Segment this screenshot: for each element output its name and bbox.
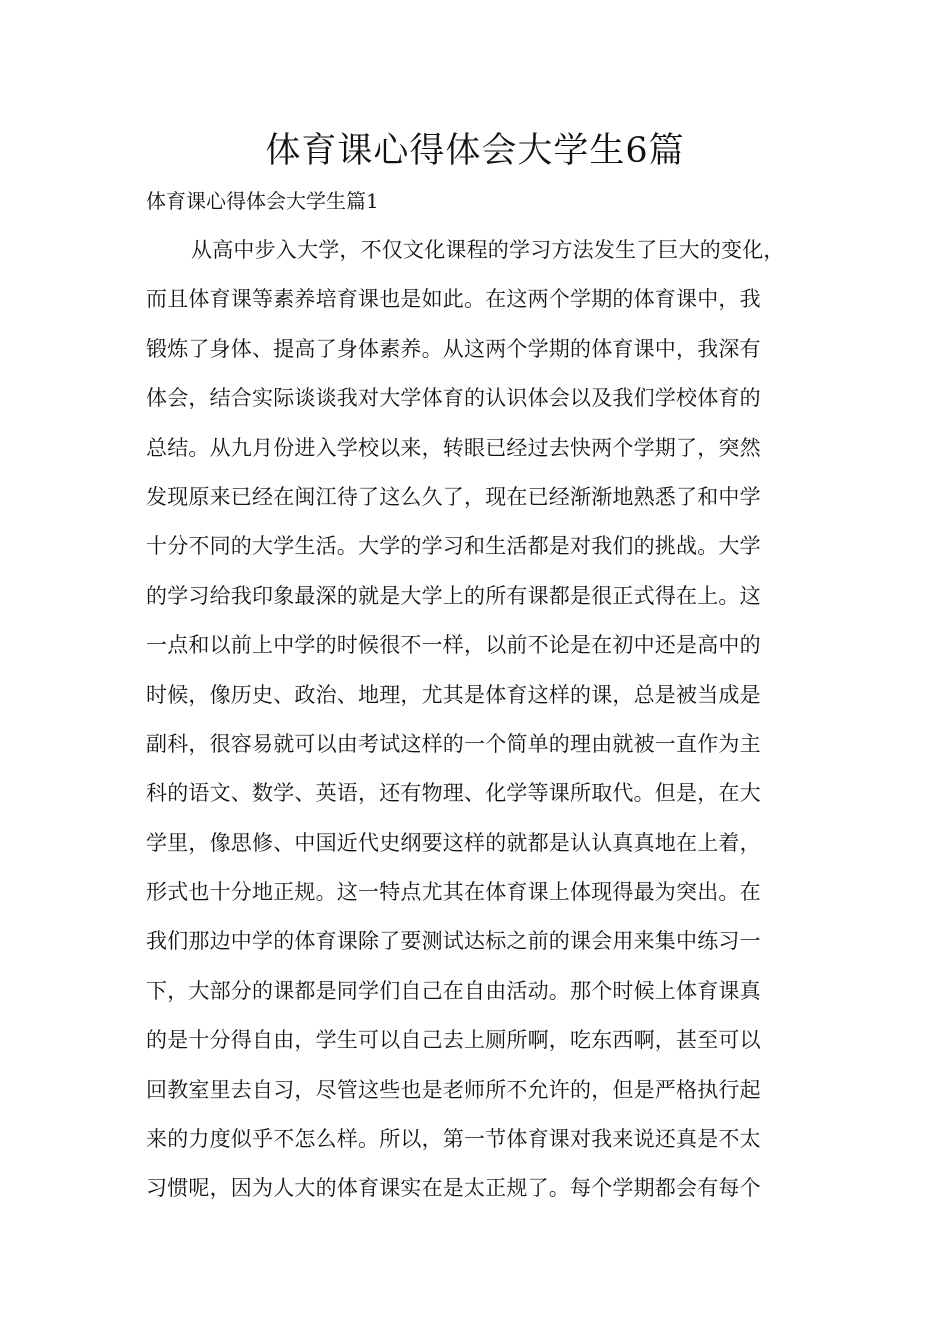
text-line: 总结。从九月份进入学校以来，转眼已经过去快两个学期了，突然 [146, 435, 761, 460]
text-line: 而且体育课等素养培育课也是如此。在这两个学期的体育课中，我 [146, 287, 761, 312]
text-line: 一点和以前上中学的时候很不一样，以前不论是在初中还是高中的 [146, 633, 761, 658]
section-heading: 体育课心得体会大学生篇1 [146, 189, 379, 213]
body-text [146, 233, 826, 1221]
text-line: 我们那边中学的体育课除了要测试达标之前的课会用来集中练习一 [146, 929, 761, 954]
text-line: 十分不同的大学生活。大学的学习和生活都是对我们的挑战。大学 [146, 534, 761, 559]
text-line: 回教室里去自习，尽管这些也是老师所不允许的，但是严格执行起 [146, 1077, 761, 1102]
text-line: 习惯呢，因为人大的体育课实在是太正规了。每个学期都会有每个 [146, 1176, 761, 1201]
text-line: 发现原来已经在闽江待了这么久了，现在已经渐渐地熟悉了和中学 [146, 484, 761, 509]
text-line: 科的语文、数学、英语，还有物理、化学等课所取代。但是，在大 [146, 781, 761, 806]
text-line: 的学习给我印象最深的就是大学上的所有课都是很正式得在上。这 [146, 583, 761, 608]
text-line: 从高中步入大学，不仅文化课程的学习方法发生了巨大的变化， [191, 238, 785, 262]
text-line: 形式也十分地正规。这一特点尤其在体育课上体现得最为突出。在 [146, 880, 761, 905]
text-line: 体会，结合实际谈谈我对大学体育的认识体会以及我们学校体育的 [146, 386, 761, 411]
text-line: 锻炼了身体、提高了身体素养。从这两个学期的体育课中，我深有 [146, 336, 761, 361]
text-line: 学里，像思修、中国近代史纲要这样的就都是认认真真地在上着， [146, 830, 761, 855]
document-title: 体育课心得体会大学生6篇 [265, 131, 685, 171]
text-line: 的是十分得自由，学生可以自己去上厕所啊，吃东西啊，甚至可以 [146, 1028, 761, 1053]
text-line: 时候，像历史、政治、地理，尤其是体育这样的课，总是被当成是 [146, 682, 761, 707]
text-line: 副科，很容易就可以由考试这样的一个简单的理由就被一直作为主 [146, 731, 761, 756]
text-line: 来的力度似乎不怎么样。所以，第一节体育课对我来说还真是不太 [146, 1127, 761, 1152]
text-line: 下，大部分的课都是同学们自己在自由活动。那个时候上体育课真 [146, 978, 761, 1003]
